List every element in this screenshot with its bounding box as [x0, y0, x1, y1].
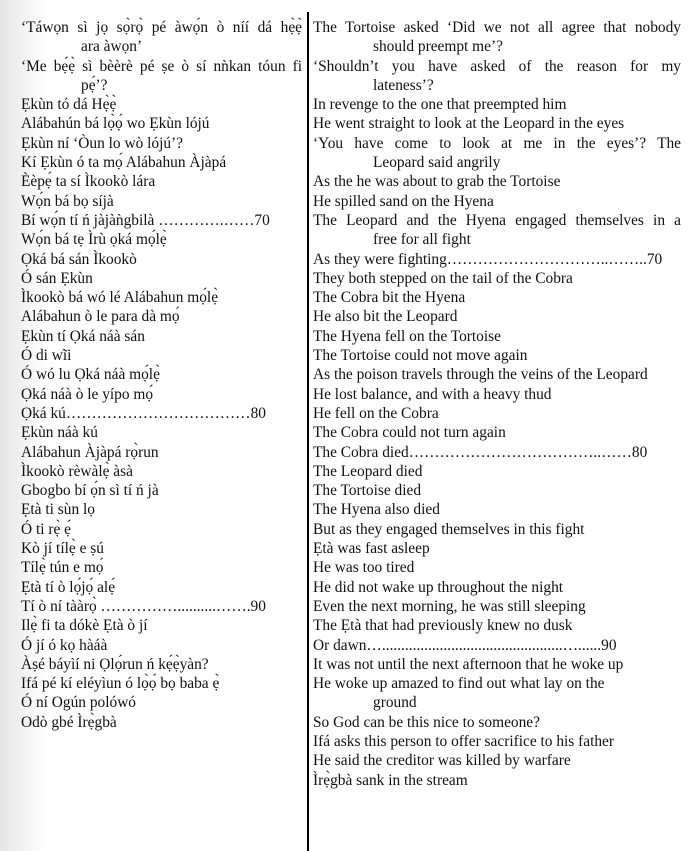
- english-line: As the he was about to grab the Tortoise: [313, 173, 561, 191]
- column-divider: [307, 12, 309, 851]
- english-line: He fell on the Cobra: [313, 404, 439, 422]
- english-line: [313, 134, 681, 173]
- english-line-continuation: ground: [373, 694, 417, 712]
- yoruba-line: [21, 18, 302, 57]
- english-line-first: ‘You have come to look at me in the eyes’? The: [313, 134, 681, 152]
- yoruba-line: Ilẹ̀ fi ta dókè Ẹtà ò jí: [21, 617, 148, 635]
- english-line: The Cobra bit the Hyena: [313, 289, 466, 307]
- english-line: The Leopard died: [313, 462, 423, 480]
- yoruba-line: Ẹkùn tó dá Hẹ̀ẹ̀: [21, 96, 117, 114]
- english-line: He spilled sand on the Hyena: [313, 192, 494, 210]
- english-line: Ìrẹ̀gbà sank in the stream: [313, 771, 468, 789]
- yoruba-line-continuation: pẹ́’?: [81, 76, 108, 94]
- english-line: Ifá asks this person to offer sacrifice to his father: [313, 732, 615, 750]
- yoruba-line: Bí wọ́n tí ń jàjàǹgbilà ………….……70: [21, 211, 270, 229]
- english-line-continuation: free for all fight: [373, 231, 471, 249]
- english-line: [313, 18, 681, 57]
- yoruba-line: Ìkookò rèwàlẹ̀ àsà: [21, 462, 133, 480]
- yoruba-line: Ẹtà tí ò lọ́jọ́ alẹ́: [21, 578, 116, 596]
- english-line: [313, 211, 681, 250]
- yoruba-line: Ìkookò bá wó lé Alábahun mọ́lẹ̀: [21, 289, 219, 307]
- english-line: As they were fighting…………………………..……..70: [313, 250, 663, 268]
- english-line: [313, 57, 681, 96]
- yoruba-line: Kí Ẹkùn ó ta mọ́ Alábahun Àjàpá: [21, 154, 227, 172]
- yoruba-line: Ifá pé kí eléyìun ó lọ̀ọ́ bọ baba ẹ̀: [21, 675, 220, 693]
- yoruba-line: Tí ò ní tààrọ̀ ……………..........…….90: [21, 597, 266, 615]
- english-line: The Tortoise could not move again: [313, 347, 528, 365]
- yoruba-line: Àṣé báyìí ni Ọlọ́run ń kẹ́ẹ̀yàn?: [21, 655, 209, 673]
- yoruba-line: Alábahún bá lọ̀ọ́ wo Ẹkùn lójú: [21, 115, 210, 133]
- yoruba-line: Gbogbo bí ọ́n sì tí ń jà: [21, 482, 159, 500]
- yoruba-line: Ọká kú………………………………80: [21, 404, 266, 422]
- english-line: [313, 674, 681, 713]
- yoruba-line: Ó di wĩi: [21, 347, 72, 365]
- english-line: He went straight to look at the Leopard in the eyes: [313, 115, 625, 133]
- english-line: The Tortoise died: [313, 482, 422, 500]
- yoruba-line: [21, 57, 302, 96]
- english-line: He also bit the Leopard: [313, 308, 458, 326]
- yoruba-line: Wọ́n bá tẹ Ìrù ọká mọ́lẹ̀: [21, 231, 167, 249]
- yoruba-line: Ọká bá sán Ìkookò: [21, 250, 137, 268]
- english-line-continuation: Leopard said angrily: [373, 154, 501, 172]
- yoruba-line: Odò gbé Ìrẹ̀gbà: [21, 713, 117, 731]
- yoruba-line: Èèpẹ́ ta sí Ìkookò lára: [21, 173, 156, 191]
- english-line: He lost balance, and with a heavy thud: [313, 385, 552, 403]
- english-line: They both stepped on the tail of the Cobra: [313, 269, 573, 287]
- english-text-column: [313, 18, 681, 790]
- yoruba-line: Wọ́n bá bọ síjà: [21, 192, 114, 210]
- yoruba-line: Ẹkùn ní ‘Òun lo wò lójú’?: [21, 134, 184, 152]
- english-line: The Cobra died………………………………..……80: [313, 443, 648, 461]
- english-line-continuation: lateness’?: [373, 76, 434, 94]
- yoruba-line-first: ‘Táwọn sì jọ sọ̀rọ̀ pé àwọ́n ò níí dá hẹ̀ẹ̀: [21, 19, 302, 36]
- yoruba-line-first: ‘Me bẹ́ẹ̀ sì bèèrè pé ṣe ò sí nǹkan tóun fi: [21, 57, 302, 75]
- english-line: The Hyena fell on the Tortoise: [313, 327, 501, 345]
- english-line: Or dawn…...............................................…......90: [313, 636, 617, 654]
- yoruba-line: Ẹkùn tí Ọká náà sán: [21, 327, 145, 345]
- yoruba-line: Ó jí ó kọ hàáà: [21, 636, 108, 654]
- yoruba-line: Alábahun Àjàpá rọ̀run: [21, 443, 159, 461]
- english-line: The Ẹtà that had previously knew no dusk: [313, 617, 573, 635]
- english-line-first: He woke up amazed to find out what lay on the: [313, 675, 605, 693]
- english-line-continuation: should preempt me’?: [373, 38, 503, 56]
- english-line: In revenge to the one that preempted him: [313, 96, 567, 114]
- yoruba-line: Ọká náà ò le yípo mọ́: [21, 385, 154, 403]
- yoruba-line: Ẹkùn náà kú: [21, 424, 98, 442]
- english-line-first: The Tortoise asked ‘Did we not all agree that nobody: [313, 19, 681, 36]
- english-line: It was not until the next afternoon that he woke up: [313, 655, 624, 673]
- yoruba-line: Kò jí tílẹ̀ e ṣú: [21, 540, 104, 558]
- english-line: Even the next morning, he was still sleeping: [313, 597, 586, 615]
- yoruba-line: Ó ti rẹ̀ ẹ́: [21, 520, 71, 538]
- english-line: So God can be this nice to someone?: [313, 713, 540, 731]
- english-line: Ẹtà was fast asleep: [313, 540, 430, 558]
- yoruba-line: Ẹtà ti sùn lọ: [21, 501, 95, 519]
- yoruba-line: Ó ní Ogún polówó: [21, 694, 137, 712]
- english-line: He was too tired: [313, 559, 415, 577]
- yoruba-line: Ó sán Ẹkùn: [21, 269, 93, 287]
- english-line: But as they engaged themselves in this fight: [313, 520, 585, 538]
- english-line: As the poison travels through the veins of the Leopard: [313, 366, 648, 384]
- yoruba-line: Tílẹ̀ tún e mọ́: [21, 559, 104, 577]
- yoruba-text-column: [21, 18, 302, 732]
- yoruba-line-continuation: ara àwọn’: [81, 38, 143, 56]
- english-line-first: ‘Shouldn’t you have asked of the reason for my: [313, 57, 681, 75]
- yoruba-line: Ó wó lu Ọká náà mọ́lẹ̀: [21, 366, 160, 384]
- english-line-first: The Leopard and the Hyena engaged themselves in a: [313, 211, 681, 229]
- english-line: The Cobra could not turn again: [313, 424, 506, 442]
- yoruba-line: Alábahun ò le para dà mọ́: [21, 308, 180, 326]
- english-line: He did not wake up throughout the night: [313, 578, 564, 596]
- english-line: The Hyena also died: [313, 501, 440, 519]
- english-line: He said the creditor was killed by warfare: [313, 752, 571, 770]
